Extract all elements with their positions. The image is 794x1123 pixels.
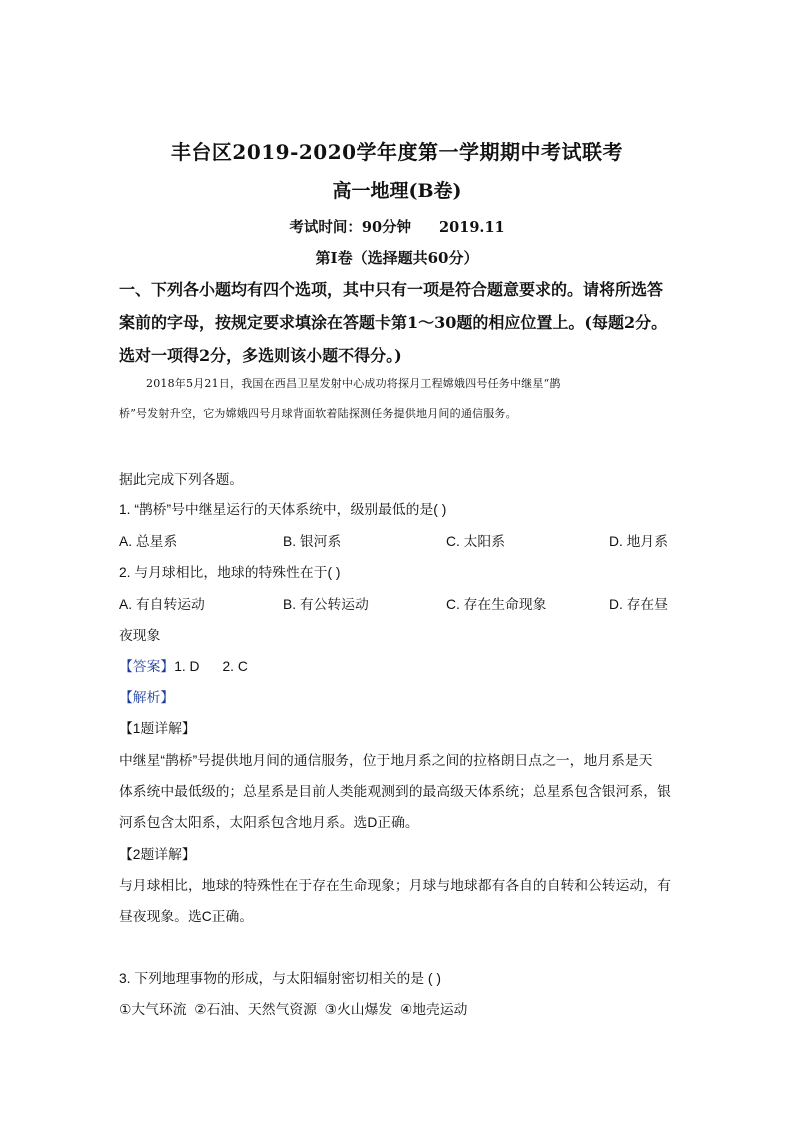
- question-2-stem: 2. 与月球相比，地球的特殊性在于( ): [119, 565, 341, 580]
- question-1-option-c: C. 太阳系: [446, 534, 506, 549]
- question-1-option-d: D. 地月系: [609, 534, 669, 549]
- q1-analysis-label: 【1题详解】: [119, 721, 196, 736]
- q2-analysis-line: 昼夜现象。选C正确。: [119, 909, 254, 924]
- q1-analysis-line: 体系统中最低级的；总星系是目前人类能观测到的最高级天体系统；总星系包含银河系，银: [119, 784, 671, 799]
- question-1-stem: 1. “鹊桥”号中继星运行的天体系统中，级别最低的是( ): [119, 502, 447, 517]
- question-2-option-b: B. 有公转运动: [283, 597, 369, 612]
- question-1-option-b: B. 银河系: [283, 534, 342, 549]
- question-3-items: ①大气环流 ②石油、天然气资源 ③火山爆发 ④地壳运动: [119, 1002, 468, 1017]
- answer-label: 【答案】: [119, 659, 175, 674]
- q1-analysis-line: 中继星“鹊桥”号提供地月间的通信服务，位于地月系之间的拉格朗日点之一，地月系是天: [119, 753, 653, 768]
- question-prompt: 据此完成下列各题。: [119, 472, 244, 487]
- instruction-line: 一、下列各小题均有四个选项，其中只有一项是符合题意要求的。请将所选答: [119, 280, 664, 299]
- part-title: 第Ⅰ卷（选择题共60分）: [315, 249, 479, 267]
- passage-line: 桥”号发射升空，它为嫦娥四号月球背面软着陆探测任务提供地月间的通信服务。: [119, 407, 517, 420]
- question-2-option-d-wrap: 夜现象: [119, 628, 161, 643]
- q1-analysis-line: 河系包含太阳系，太阳系包含地月系。选D正确。: [119, 815, 419, 830]
- q2-analysis-line: 与月球相比，地球的特殊性在于存在生命现象；月球与地球都有各自的自转和公转运动，有: [119, 878, 671, 893]
- question-2-option-a: A. 有自转运动: [119, 597, 205, 612]
- question-3-stem: 3. 下列地理事物的形成，与太阳辐射密切相关的是 ( ): [119, 971, 441, 986]
- question-1-option-a: A. 总星系: [119, 534, 178, 549]
- exam-date: 2019.11: [439, 219, 505, 236]
- answer-line: [119, 655, 248, 675]
- instruction-line: 案前的字母，按规定要求填涂在答题卡第1～30题的相应位置上。(每题2分。: [119, 313, 668, 332]
- answer-text: 1. D 2. C: [174, 659, 248, 674]
- question-2-option-c: C. 存在生命现象: [446, 597, 547, 612]
- question-2-option-d: D. 存在昼: [609, 597, 669, 612]
- passage-line: 2018年5月21日，我国在西昌卫星发射中心成功将探月工程嫦娥四号任务中继星“鹊: [146, 377, 561, 390]
- q2-analysis-label: 【2题详解】: [119, 847, 196, 862]
- analysis-label: 【解析】: [119, 690, 175, 705]
- exam-title: 丰台区2019-2020学年度第一学期期中考试联考: [170, 140, 624, 164]
- exam-time: 考试时间：90分钟: [289, 219, 412, 236]
- exam-subtitle: 高一地理(B卷): [332, 180, 462, 202]
- exam-meta: [0, 216, 794, 237]
- instruction-line: 选对一项得2分，多选则该小题不得分。): [119, 346, 402, 365]
